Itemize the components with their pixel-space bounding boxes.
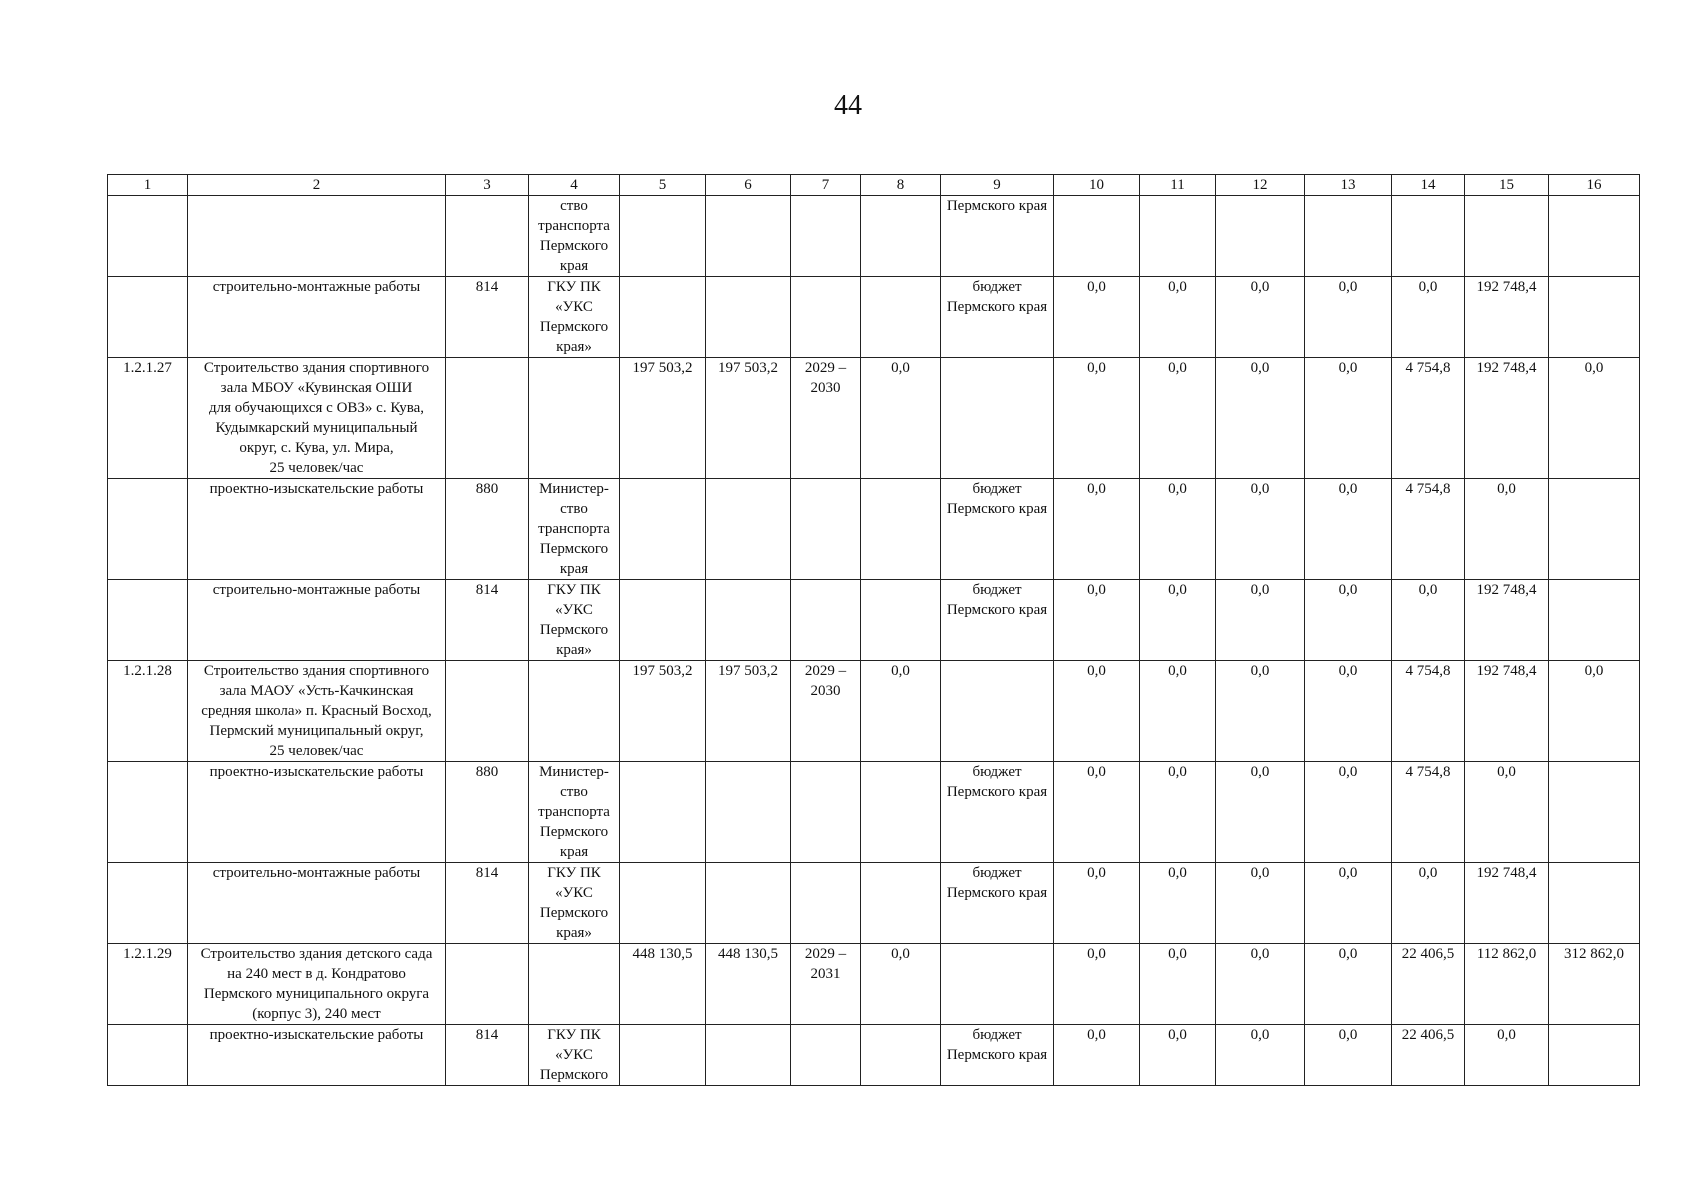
table-cell	[1392, 762, 1465, 863]
table-cell	[706, 661, 791, 762]
table-row	[108, 863, 1640, 944]
cell-text: 22 406,5	[1401, 1027, 1455, 1043]
cell-text: 0,0	[1087, 663, 1106, 679]
table-cell	[188, 479, 446, 580]
cell-text: 0,0	[1250, 865, 1270, 881]
cell-text: ГКУ ПК «УКС Пермского	[539, 1027, 609, 1083]
table-row	[108, 277, 1640, 358]
table-cell	[529, 863, 620, 944]
cell-text: 0,0	[1497, 481, 1516, 497]
cell-text: 0,0	[1250, 764, 1270, 780]
table-cell	[1140, 944, 1216, 1025]
table-cell	[1305, 277, 1392, 358]
table-cell	[1140, 358, 1216, 479]
table-cell	[1216, 863, 1305, 944]
cell-text: 197 503,2	[632, 663, 693, 679]
table-cell	[1305, 944, 1392, 1025]
cell-text: проектно-изыскательские работы	[209, 1027, 424, 1043]
table-cell	[1465, 479, 1549, 580]
table-cell	[1054, 277, 1140, 358]
table-row	[108, 944, 1640, 1025]
table-cell	[941, 277, 1054, 358]
table-cell	[861, 762, 941, 863]
cell-text: 192 748,4	[1476, 360, 1537, 376]
cell-text: 0,0	[1087, 946, 1106, 962]
cell-text: 448 130,5	[718, 946, 778, 962]
cell-text: 0,0	[1250, 360, 1270, 376]
table-cell	[706, 358, 791, 479]
cell-text: 0,0	[1168, 360, 1187, 376]
cell-text: 814	[475, 1027, 499, 1043]
table-row	[108, 762, 1640, 863]
col-header: 15	[1465, 175, 1549, 196]
table-cell	[529, 277, 620, 358]
table-row	[108, 196, 1640, 277]
page-number: 44	[834, 90, 862, 121]
table-row	[108, 358, 1640, 479]
table-cell	[1054, 944, 1140, 1025]
table-cell	[1465, 358, 1549, 479]
col-header: 4	[529, 175, 620, 196]
cell-text: ГКУ ПК «УКС Пермского края»	[539, 582, 609, 658]
table-cell	[1392, 944, 1465, 1025]
cell-text: 0,0	[1168, 1027, 1187, 1043]
table-cell	[706, 196, 791, 277]
cell-text: 0,0	[1250, 481, 1270, 497]
table-cell	[1305, 661, 1392, 762]
table-cell	[1465, 1025, 1549, 1086]
table-cell	[1465, 762, 1549, 863]
table-cell	[1465, 580, 1549, 661]
cell-text: строительно-монтажные работы	[212, 279, 421, 295]
cell-text: 112 862,0	[1476, 946, 1537, 962]
table-cell	[1140, 479, 1216, 580]
cell-text: Пермского края	[946, 198, 1048, 214]
table-cell	[791, 762, 861, 863]
table-cell	[446, 358, 529, 479]
table-cell	[1305, 762, 1392, 863]
table-cell	[1054, 479, 1140, 580]
table-cell	[706, 944, 791, 1025]
table-cell	[1465, 944, 1549, 1025]
cell-text: Строительство здания спортивного зала МАОУ «Усть-Качкинская средняя школа» п. Красный Восход, Пермский муниципальный округ, 25 человек/час	[201, 663, 432, 759]
table-cell	[1549, 479, 1640, 580]
table-cell	[108, 661, 188, 762]
cell-text: 0,0	[1418, 279, 1438, 295]
cell-text: 0,0	[1087, 360, 1106, 376]
table-cell	[188, 944, 446, 1025]
cell-text: 4 754,8	[1405, 481, 1451, 497]
table-cell	[941, 1025, 1054, 1086]
cell-text: 0,0	[1168, 764, 1187, 780]
cell-text: 0,0	[1250, 946, 1270, 962]
table-cell	[188, 762, 446, 863]
table-cell	[791, 196, 861, 277]
cell-text: 192 748,4	[1476, 865, 1537, 881]
cell-text: ГКУ ПК «УКС Пермского края»	[539, 279, 609, 355]
header-row	[108, 175, 1640, 196]
table-cell	[620, 277, 706, 358]
table-cell	[791, 944, 861, 1025]
table-cell	[108, 479, 188, 580]
table-cell	[1549, 661, 1640, 762]
cell-text: 448 130,5	[632, 946, 693, 962]
table-cell	[108, 1025, 188, 1086]
cell-text: 0,0	[1338, 663, 1358, 679]
cell-text: 814	[475, 865, 499, 881]
cell-text: бюджет Пермского края	[946, 481, 1048, 517]
table-cell	[1140, 277, 1216, 358]
cell-text: 814	[475, 279, 499, 295]
table-cell	[446, 479, 529, 580]
table-cell	[620, 863, 706, 944]
cell-text: 0,0	[891, 946, 910, 962]
table-cell	[1216, 762, 1305, 863]
table-cell	[1216, 661, 1305, 762]
table-cell	[1305, 580, 1392, 661]
cell-text: 880	[475, 481, 499, 497]
table-cell	[1054, 863, 1140, 944]
cell-text: 0,0	[1584, 663, 1604, 679]
table-cell	[791, 1025, 861, 1086]
table-cell	[861, 1025, 941, 1086]
cell-text: Министер- ство транспорта Пермского края	[538, 764, 610, 860]
table-cell	[529, 580, 620, 661]
table-cell	[1140, 863, 1216, 944]
table-cell	[941, 944, 1054, 1025]
table-row	[108, 1025, 1640, 1086]
table-cell	[188, 196, 446, 277]
cell-text: 197 503,2	[718, 360, 778, 376]
table-cell	[529, 196, 620, 277]
table-cell	[1305, 863, 1392, 944]
table-cell	[1549, 358, 1640, 479]
table-cell	[529, 479, 620, 580]
cell-text: 0,0	[1418, 865, 1438, 881]
cell-text: 1.2.1.29	[123, 946, 172, 962]
table-cell	[1305, 1025, 1392, 1086]
cell-text: 197 503,2	[632, 360, 693, 376]
table-cell	[446, 661, 529, 762]
table-cell	[446, 580, 529, 661]
table-cell	[1465, 661, 1549, 762]
cell-text: 4 754,8	[1405, 360, 1451, 376]
table-cell	[791, 479, 861, 580]
cell-text: 0,0	[1338, 1027, 1358, 1043]
table-cell	[188, 277, 446, 358]
table-cell	[706, 762, 791, 863]
cell-text: 0,0	[1087, 481, 1106, 497]
cell-text: 0,0	[1418, 582, 1438, 598]
table-cell	[108, 196, 188, 277]
table-cell	[529, 1025, 620, 1086]
table-cell	[188, 661, 446, 762]
table-cell	[1140, 661, 1216, 762]
cell-text: бюджет Пермского края	[946, 1027, 1048, 1063]
table-cell	[1549, 944, 1640, 1025]
table-cell	[791, 277, 861, 358]
table-cell	[529, 661, 620, 762]
table-cell	[1216, 196, 1305, 277]
table-cell	[861, 277, 941, 358]
table-cell	[1216, 944, 1305, 1025]
cell-text: 2029 – 2031	[804, 946, 847, 982]
table-cell	[188, 863, 446, 944]
col-header: 5	[620, 175, 706, 196]
table-cell	[1054, 1025, 1140, 1086]
table-row	[108, 580, 1640, 661]
table-cell	[108, 580, 188, 661]
table-cell	[620, 479, 706, 580]
table-cell	[1392, 358, 1465, 479]
table-cell	[1392, 580, 1465, 661]
table-cell	[941, 863, 1054, 944]
cell-text: 0,0	[1338, 582, 1358, 598]
table-cell	[1216, 277, 1305, 358]
table-cell	[1305, 196, 1392, 277]
cell-text: 0,0	[1584, 360, 1604, 376]
table-cell	[1392, 479, 1465, 580]
table-cell	[529, 944, 620, 1025]
col-header: 12	[1216, 175, 1305, 196]
table-cell	[620, 661, 706, 762]
table-cell	[861, 944, 941, 1025]
table-cell	[1305, 479, 1392, 580]
table-cell	[941, 196, 1054, 277]
table-cell	[620, 358, 706, 479]
table-cell	[1549, 1025, 1640, 1086]
table-cell	[446, 944, 529, 1025]
cell-text: 0,0	[1087, 764, 1106, 780]
table-cell	[1549, 863, 1640, 944]
table-cell	[861, 358, 941, 479]
table-cell	[706, 479, 791, 580]
cell-text: 0,0	[1168, 663, 1187, 679]
col-header: 6	[706, 175, 791, 196]
table-cell	[941, 479, 1054, 580]
table-cell	[446, 196, 529, 277]
cell-text: проектно-изыскательские работы	[209, 764, 424, 780]
table-cell	[529, 762, 620, 863]
table-cell	[446, 762, 529, 863]
cell-text: 0,0	[1168, 865, 1187, 881]
table-cell	[620, 944, 706, 1025]
table-cell	[108, 277, 188, 358]
cell-text: 0,0	[1250, 279, 1270, 295]
table-cell	[1216, 479, 1305, 580]
cell-text: 0,0	[1168, 279, 1187, 295]
cell-text: ство транспорта Пермского края	[538, 198, 610, 274]
cell-text: 197 503,2	[718, 663, 778, 679]
col-header: 9	[941, 175, 1054, 196]
table-row	[108, 479, 1640, 580]
cell-text: проектно-изыскательские работы	[209, 481, 424, 497]
col-header: 11	[1140, 175, 1216, 196]
cell-text: Строительство здания спортивного зала МБОУ «Кувинская ОШИ для обучающихся с ОВЗ» с. Кува, Кудымкарский муниципальный округ, с. Кува, ул. Мира, 25 человек/час	[203, 360, 430, 476]
table-cell	[791, 358, 861, 479]
cell-text: 312 862,0	[1564, 946, 1624, 962]
table-cell	[1140, 1025, 1216, 1086]
table-cell	[620, 196, 706, 277]
cell-text: 0,0	[1168, 481, 1187, 497]
cell-text: 0,0	[1087, 1027, 1106, 1043]
cell-text: 4 754,8	[1405, 663, 1451, 679]
table-cell	[529, 358, 620, 479]
table-cell	[791, 863, 861, 944]
cell-text: строительно-монтажные работы	[212, 582, 421, 598]
table-cell	[1465, 863, 1549, 944]
col-header: 16	[1549, 175, 1640, 196]
table-cell	[1549, 196, 1640, 277]
cell-text: бюджет Пермского края	[946, 764, 1048, 800]
cell-text: 0,0	[1338, 279, 1358, 295]
cell-text: 0,0	[1338, 946, 1358, 962]
cell-text: Строительство здания детского сада на 240 мест в д. Кондратово Пермского муниципального округа (корпус 3), 240 мест	[200, 946, 433, 1022]
cell-text: 0,0	[1250, 1027, 1270, 1043]
cell-text: 0,0	[1338, 481, 1358, 497]
cell-text: 0,0	[1168, 582, 1187, 598]
table-cell	[188, 580, 446, 661]
cell-text: 0,0	[1338, 764, 1358, 780]
cell-text: 0,0	[891, 360, 910, 376]
cell-text: 2029 – 2030	[804, 663, 847, 699]
cell-text: бюджет Пермского края	[946, 279, 1048, 315]
table-cell	[1216, 1025, 1305, 1086]
table-cell	[861, 661, 941, 762]
table-cell	[446, 863, 529, 944]
table-cell	[1140, 762, 1216, 863]
cell-text: 0,0	[1087, 582, 1106, 598]
cell-text: строительно-монтажные работы	[212, 865, 421, 881]
col-header: 13	[1305, 175, 1392, 196]
table-row	[108, 661, 1640, 762]
cell-text: 0,0	[1497, 764, 1516, 780]
table-cell	[620, 1025, 706, 1086]
col-header: 8	[861, 175, 941, 196]
table-cell	[1549, 277, 1640, 358]
table-cell	[1216, 358, 1305, 479]
cell-text: 1.2.1.27	[123, 360, 172, 376]
table-cell	[1216, 580, 1305, 661]
table-cell	[1392, 277, 1465, 358]
table-cell	[1392, 661, 1465, 762]
cell-text: 0,0	[1168, 946, 1187, 962]
col-header: 7	[791, 175, 861, 196]
table-cell	[108, 863, 188, 944]
table-cell	[446, 277, 529, 358]
col-header: 10	[1054, 175, 1140, 196]
table-cell	[1140, 580, 1216, 661]
table-cell	[1054, 762, 1140, 863]
table-cell	[1549, 762, 1640, 863]
cell-text: 0,0	[1338, 360, 1358, 376]
budget-table	[107, 174, 1640, 1086]
cell-text: 0,0	[1497, 1027, 1516, 1043]
table-cell	[791, 580, 861, 661]
table-cell	[706, 1025, 791, 1086]
table-cell	[1392, 196, 1465, 277]
table-cell	[1392, 1025, 1465, 1086]
table-cell	[941, 358, 1054, 479]
table-cell	[108, 944, 188, 1025]
table-cell	[861, 863, 941, 944]
cell-text: ГКУ ПК «УКС Пермского края»	[539, 865, 609, 941]
cell-text: 2029 – 2030	[804, 360, 847, 396]
cell-text: Министер- ство транспорта Пермского края	[538, 481, 610, 577]
cell-text: 192 748,4	[1476, 663, 1537, 679]
cell-text: 0,0	[1338, 865, 1358, 881]
col-header: 14	[1392, 175, 1465, 196]
cell-text: 814	[475, 582, 499, 598]
cell-text: бюджет Пермского края	[946, 582, 1048, 618]
table-cell	[1054, 580, 1140, 661]
table-cell	[620, 762, 706, 863]
table-cell	[706, 277, 791, 358]
table-cell	[1465, 277, 1549, 358]
table-cell	[1549, 580, 1640, 661]
col-header: 3	[446, 175, 529, 196]
table-cell	[861, 196, 941, 277]
col-header: 1	[108, 175, 188, 196]
table-cell	[108, 358, 188, 479]
table-cell	[861, 580, 941, 661]
cell-text: 0,0	[1250, 582, 1270, 598]
table-cell	[941, 580, 1054, 661]
table-cell	[941, 762, 1054, 863]
table-cell	[620, 580, 706, 661]
cell-text: 1.2.1.28	[123, 663, 172, 679]
cell-text: 192 748,4	[1476, 279, 1537, 295]
table-cell	[791, 661, 861, 762]
cell-text: 192 748,4	[1476, 582, 1537, 598]
table-cell	[1392, 863, 1465, 944]
table-cell	[941, 661, 1054, 762]
table-cell	[188, 1025, 446, 1086]
cell-text: 880	[475, 764, 499, 780]
table-cell	[1054, 358, 1140, 479]
table-cell	[108, 762, 188, 863]
table-cell	[1054, 661, 1140, 762]
cell-text: 0,0	[891, 663, 910, 679]
table-cell	[1140, 196, 1216, 277]
cell-text: 0,0	[1250, 663, 1270, 679]
col-header: 2	[188, 175, 446, 196]
table-cell	[1465, 196, 1549, 277]
table-cell	[1305, 358, 1392, 479]
table-cell	[861, 479, 941, 580]
cell-text: 4 754,8	[1405, 764, 1451, 780]
cell-text: бюджет Пермского края	[946, 865, 1048, 901]
cell-text: 22 406,5	[1401, 946, 1455, 962]
table-cell	[446, 1025, 529, 1086]
table-cell	[1054, 196, 1140, 277]
cell-text: 0,0	[1087, 865, 1106, 881]
table-cell	[706, 580, 791, 661]
cell-text: 0,0	[1087, 279, 1106, 295]
table-cell	[188, 358, 446, 479]
table-cell	[706, 863, 791, 944]
